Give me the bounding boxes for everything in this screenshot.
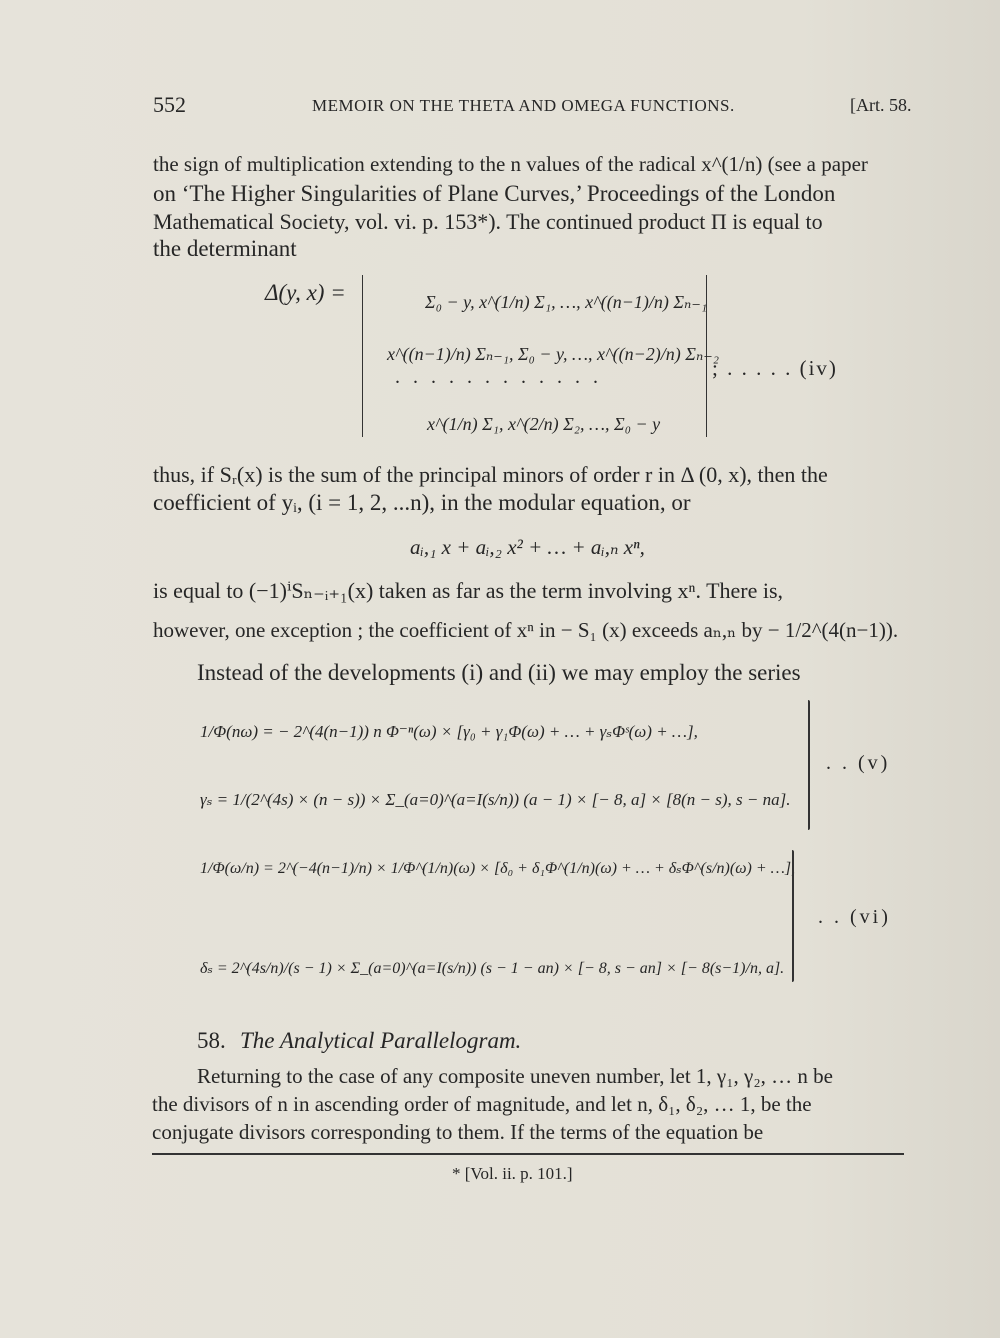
para1-line2: on ‘The Higher Singularities of Plane Curves,’ Proceedings of the London: [153, 181, 836, 206]
det-row4: x^(1/n) Σ₁, x^(2/n) Σ₂, …, Σ₀ − y: [427, 414, 661, 434]
eq-v-brace: [808, 700, 810, 830]
footnote: * [Vol. ii. p. 101.]: [452, 1164, 573, 1183]
article-ref: [Art. 58.: [850, 95, 912, 115]
eq-v-line1: 1/Φ(nω) = − 2^(4(n−1)) n Φ⁻ⁿ(ω) × [γ₀ + γ₁Φ(ω) + … + γₛΦˢ(ω) + …],: [200, 722, 698, 741]
det-left-bar: [362, 275, 363, 437]
para2-line3: is equal to (−1)ⁱSₙ₋ᵢ₊₁(x) taken as far as the term involving xⁿ. There is,: [153, 578, 784, 603]
eq-vi-brace: [792, 850, 794, 982]
page-number: 552: [153, 92, 186, 117]
det-tag: ; . . . . . (iv): [712, 356, 838, 380]
para2-line1: thus, if Sᵣ(x) is the sum of the principal minors of order r in Δ (0, x), then the: [153, 462, 828, 487]
det-lhs: Δ(y, x) =: [265, 280, 346, 305]
eq-v-line2: γₛ = 1/(2^(4s) × (n − s)) × Σ_(a=0)^(a=I(s/n)) (a − 1) × [− 8, a] × [8(n − s), s − na].: [200, 790, 791, 809]
para4-line1: Returning to the case of any composite uneven number, let 1, γ₁, γ₂, … n be: [197, 1064, 833, 1088]
para3-line1: Instead of the developments (i) and (ii) we may employ the series: [197, 660, 801, 685]
footnote-rule: [152, 1153, 904, 1155]
eq-vi-line1: 1/Φ(ω/n) = 2^(−4(n−1)/n) × 1/Φ^(1/n)(ω) × [δ₀ + δ₁Φ^(1/n)(ω) + … + δₛΦ^(s/n)(ω) + …],: [200, 860, 796, 877]
para1-line4: the determinant: [153, 236, 297, 261]
para2-eq: aᵢ,₁ x + aᵢ,₂ x² + … + aᵢ,ₙ xⁿ,: [410, 535, 645, 559]
para2-line4: however, one exception ; the coefficient of xⁿ in − S₁ (x) exceeds aₙ,ₙ by − 1/2^(4(n−1)).: [153, 618, 899, 642]
para1-line1: the sign of multiplication extending to the n values of the radical x^(1/n) (see a paper: [153, 152, 868, 176]
eq-vi-tag: . . (vi): [818, 906, 891, 928]
para4-line2: the divisors of n in ascending order of magnitude, and let n, δ₁, δ₂, … 1, be the: [152, 1092, 812, 1116]
eq-v-tag: . . (v): [826, 752, 891, 774]
det-row2: x^((n−1)/n) Σₙ₋₁, Σ₀ − y, …, x^((n−2)/n) Σₙ₋₂: [387, 344, 720, 364]
det-row1: Σ₀ − y, x^(1/n) Σ₁, …, x^((n−1)/n) Σₙ₋₁: [425, 292, 708, 312]
det-row3: . . . . . . . . . . . .: [395, 366, 602, 388]
section-title: The Analytical Parallelogram.: [240, 1028, 522, 1053]
para1-line3: Mathematical Society, vol. vi. p. 153*). The continued product Π is equal to: [153, 209, 823, 234]
running-title: MEMOIR ON THE THETA AND OMEGA FUNCTIONS.: [312, 96, 735, 115]
para2-line2: coefficient of yᵢ, (i = 1, 2, ...n), in the modular equation, or: [153, 490, 691, 515]
section-number: 58.: [197, 1028, 226, 1053]
para4-line3: conjugate divisors corresponding to them. If the terms of the equation be: [152, 1120, 764, 1144]
eq-vi-line2: δₛ = 2^(4s/n)/(s − 1) × Σ_(a=0)^(a=I(s/n)) (s − 1 − an) × [− 8, s − an] × [− 8(s−1)/n, a].: [200, 960, 785, 977]
